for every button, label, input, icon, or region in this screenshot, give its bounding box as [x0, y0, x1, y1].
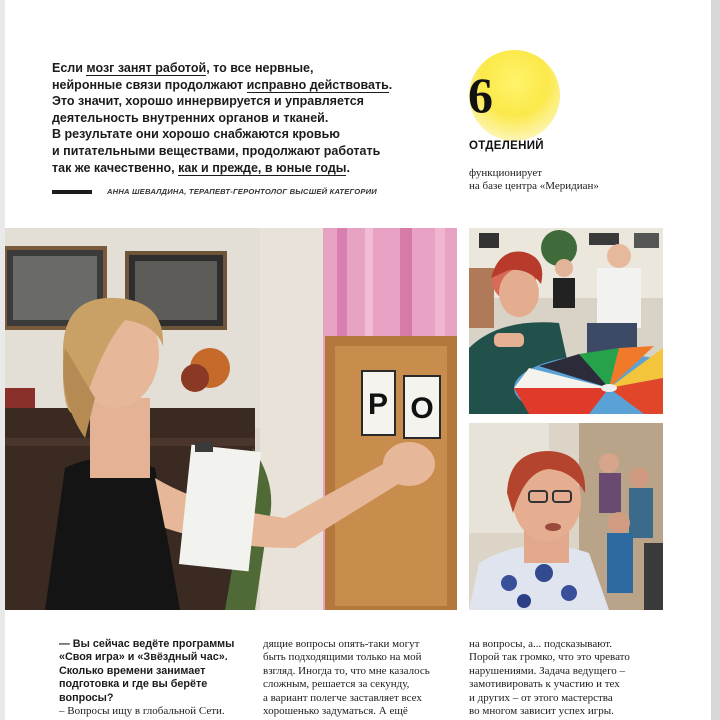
stat-desc-line: на базе центра «Меридиан» — [469, 180, 599, 192]
quote-underline: как и прежде, в юные годы — [178, 160, 347, 175]
card-letter-2: О — [410, 392, 434, 425]
quote-author-dash — [52, 190, 92, 194]
stat-number: 6 — [468, 67, 493, 123]
interview-question-line: Сколько времени занимает — [59, 664, 206, 677]
photo-elderly-women-wheel — [469, 228, 663, 414]
quote-line: и питательными веществами, продолжают работать — [52, 143, 381, 158]
article-line: быть подходящими только на мой — [263, 651, 422, 664]
interview-question-line: вопросы? — [59, 691, 114, 704]
interview-question-line: — Вы сейчас ведёте программы — [59, 638, 235, 650]
article-line: замотивировать к участию и тех — [469, 678, 620, 691]
article-line: нарушениями. Задача ведущего – — [469, 664, 626, 677]
quote-line: В результате они хорошо снабжаются кровью — [52, 127, 340, 142]
quote-line: деятельность внутренних органов и тканей. — [52, 110, 329, 125]
card-letter-1: Р — [367, 388, 389, 421]
interview-question-line: «Своя игра» и «Звёздный час». — [59, 651, 228, 664]
quote-author: АННА ШЕВАЛДИНА, ТЕРАПЕВТ-ГЕРОНТОЛОГ ВЫСШЕЙ КАТЕГОРИИ — [107, 187, 377, 196]
article-column-3 — [469, 638, 659, 718]
article-column-2 — [263, 638, 453, 718]
quote-line: нейронные связи продолжают исправно действовать. — [52, 77, 393, 92]
pull-quote — [52, 60, 432, 176]
article-line: хорошенько задуматься. А ещё — [263, 705, 408, 718]
stat-desc-line: функционирует — [469, 167, 543, 179]
interview-question-line: подготовка и где вы берёте — [59, 678, 208, 691]
article-line: на вопросы, а... подсказывают. — [469, 638, 613, 650]
article-column-1 — [59, 638, 249, 718]
quote-underline: исправно действовать — [246, 77, 389, 92]
article-line: дящие вопросы опять-таки могут — [263, 638, 420, 650]
photo-elderly-woman-glasses — [469, 423, 663, 610]
page-edge-shadow — [711, 0, 720, 720]
stat-label: ОТДЕЛЕНИЙ — [469, 140, 544, 152]
article-line: и других – от этого мастерства — [469, 691, 613, 704]
quote-line: так же качественно, как и прежде, в юные годы. — [52, 160, 350, 175]
article-line: а вариант полегче заставляет всех — [263, 691, 422, 704]
interview-answer-line: – Вопросы ищу в глобальной Сети. — [59, 705, 225, 718]
quote-line: Это значит, хорошо иннервируется и управляется — [52, 94, 364, 109]
main-photo-presenter — [5, 228, 457, 610]
article-line: сложным, решается за секунду, — [263, 678, 410, 691]
top-cropped-text — [65, 0, 215, 2]
magazine-page — [5, 0, 711, 720]
article-line: взгляд. Иногда то, что мне казалось — [263, 664, 430, 677]
quote-line: Если мозг занят работой, то все нервные, — [52, 61, 314, 75]
article-line: во многом зависит успех игры. — [469, 705, 614, 718]
article-line: Порой так громко, что это чревато — [469, 651, 630, 664]
quote-underline: мозг занят работой — [86, 61, 207, 75]
stat-description — [469, 167, 669, 193]
